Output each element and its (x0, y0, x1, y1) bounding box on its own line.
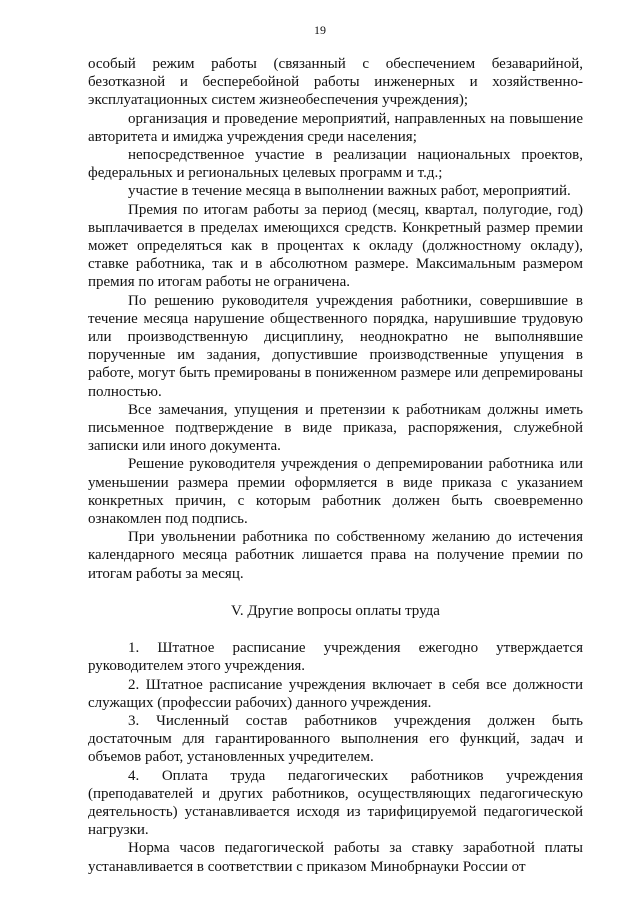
section-heading: V. Другие вопросы оплаты труда (231, 602, 440, 619)
paragraph: особый режим работы (связанный с обеспечением безаварийной, безотказной и бесперебойной работы инженерных и хозяйственно-эксплуатационных систем жизнеобеспечения учреждения); (88, 56, 583, 109)
paragraph: По решению руководителя учреждения работники, совершившие в течение месяца нарушение общественного порядка, нарушившие трудовую или производственную дисциплину, неоднократно не выполнявшие порученные им задания, допустившие производственные упущения в работе, могут быть премированы в пониженном размере или депремированы полностью. (88, 292, 583, 400)
paragraph: 4. Оплата труда педагогических работников учреждения (преподавателей и других работников, осуществляющих педагогическую деятельность) устанавливается исходя из тарифицируемой педагогической нагрузки. (88, 767, 583, 839)
paragraph: Решение руководителя учреждения о депремировании работника или уменьшении размера премии оформляется в виде приказа с указанием конкретных причин, с которым работник должен быть своевременно ознакомлен под подпись. (88, 456, 583, 528)
paragraph: 2. Штатное расписание учреждения включает в себя все должности служащих (профессии рабочих) данного учреждения. (88, 676, 583, 711)
paragraph: Премия по итогам работы за период (месяц, квартал, полугодие, год) выплачивается в пределах имеющихся средств. Конкретный размер премии может определяться как в процентах к окладу (должностному окладу), ставке работника, так и в абсолютном размере. Максимальным размером премия по итогам работы не ограничена. (88, 201, 583, 291)
paragraph: Все замечания, упущения и претензии к работникам должны иметь письменное подтверждение в виде приказа, распоряжения, служебной записки или иного документа. (88, 401, 583, 455)
paragraph: Норма часов педагогической работы за ставку заработной платы устанавливается в соответствии с приказом Минобрнауки России от (88, 840, 583, 875)
paragraph: 3. Численный состав работников учреждения должен быть достаточным для гарантированного выполнения его функций, задач и объемов работ, установленных учредителем. (88, 712, 583, 766)
paragraph: участие в течение месяца в выполнении важных работ, мероприятий. (128, 183, 571, 200)
page-number: 19 (314, 23, 326, 37)
paragraph: При увольнении работника по собственному желанию до истечения календарного месяца работник лишается права на получение премии по итогам работы за месяц. (88, 529, 583, 582)
paragraph: 1. Штатное расписание учреждения ежегодно утверждается руководителем этого учреждения. (88, 640, 583, 675)
document-body (88, 55, 583, 876)
paragraph: организация и проведение мероприятий, направленных на повышение авторитета и имиджа учреждения среди населения; (88, 110, 583, 145)
paragraph: непосредственное участие в реализации национальных проектов, федеральных и региональных целевых программ и т.д.; (88, 147, 583, 182)
